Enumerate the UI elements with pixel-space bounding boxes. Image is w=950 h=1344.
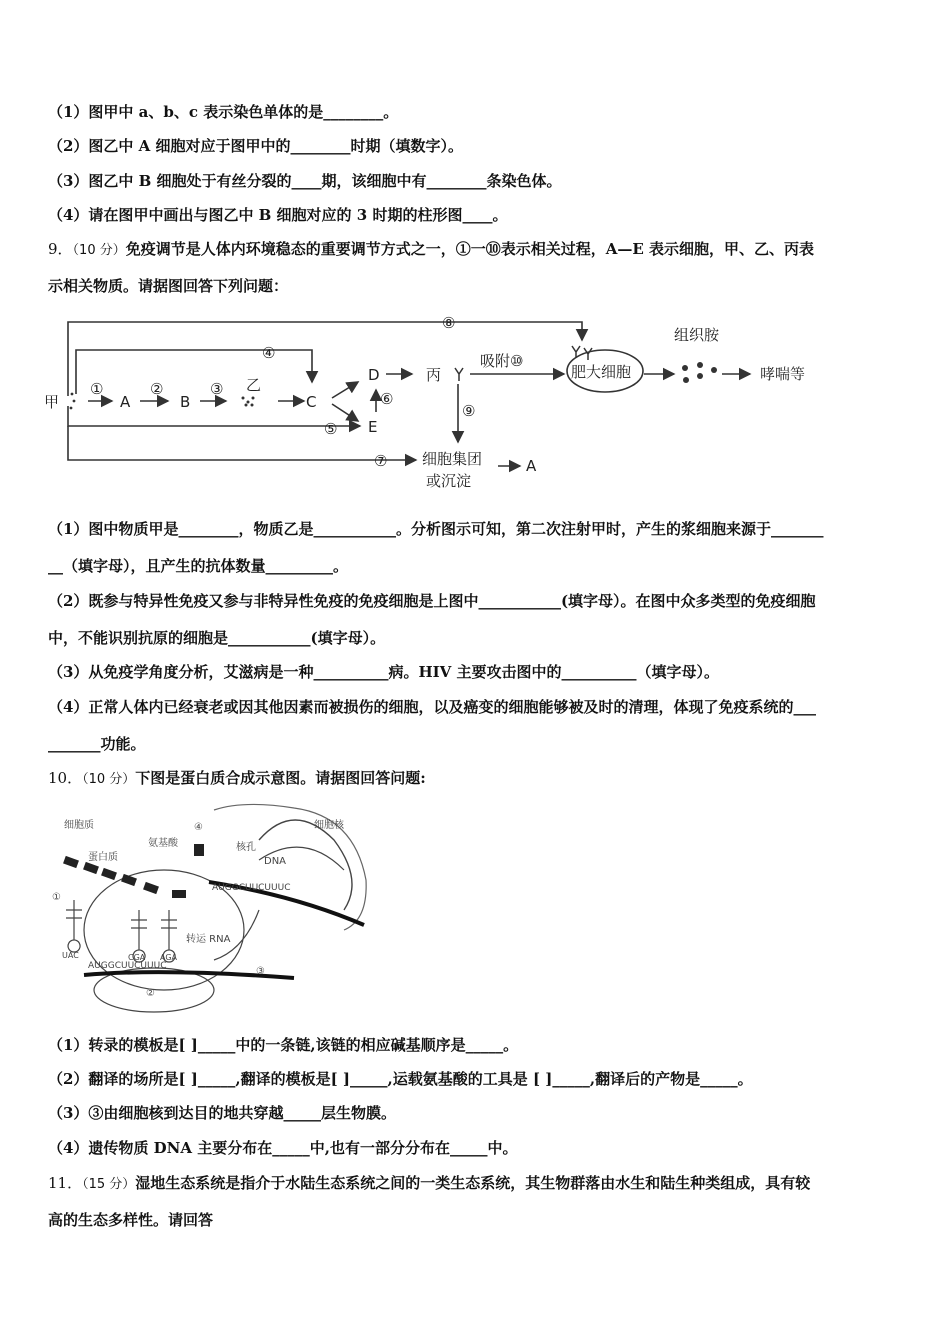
q11-stem-line-2: 高的生态多样性。请回答 [48, 1211, 214, 1229]
diagram-cell-b: B [180, 393, 191, 411]
protein-diagram-label-1: ① [52, 892, 61, 903]
q9-sub-1a: （1）图中物质甲是________，物质乙是___________。分析图示可知，第二次注射甲时，产生的浆细胞来源于_______ [48, 520, 824, 538]
diagram-label-jia: 甲 [44, 393, 60, 411]
protein-diagram-pore: 核孔 [236, 842, 256, 853]
protein-diagram-amino-acid: 氨基酸 [148, 838, 178, 849]
diagram-label-precipitate: 或沉淀 [426, 472, 472, 490]
diagram-step-8: ⑧ [442, 314, 456, 332]
protein-diagram-trna: 转运 RNA [186, 934, 231, 945]
diagram-cell-d: D [368, 366, 380, 384]
diagram-label-asthma: 哮喘等 [760, 365, 806, 383]
diagram-step-4: ④ [262, 344, 276, 362]
q10-stem [48, 768, 908, 790]
diagram-cell-e: E [368, 418, 378, 436]
diagram-label-mast-cell: 肥大细胞 [571, 363, 632, 381]
q8-line-3: （3）图乙中 B 细胞处于有丝分裂的____期，该细胞中有________条染色体。 [48, 172, 562, 190]
q10-stem-text: 下图是蛋白质合成示意图。请据图回答问题: [135, 769, 426, 787]
protein-diagram-label-3: ③ [256, 966, 265, 977]
protein-synthesis-diagram [44, 800, 374, 1020]
protein-diagram-mrna-upper: AUGGCUUCUUUC [212, 883, 291, 893]
diagram-step-1: ① [90, 380, 104, 398]
protein-diagram-aga: AGA [160, 953, 178, 962]
protein-diagram-dna: DNA [264, 856, 287, 867]
diagram-cell-a: A [120, 393, 131, 411]
diagram-step-7: ⑦ [374, 452, 388, 470]
q9-sub-1b: __（填字母），且产生的抗体数量_________。 [48, 557, 349, 575]
q9-number: 9． [48, 240, 73, 258]
diagram-step-2: ② [150, 380, 164, 398]
q10-points: （10 分） [82, 772, 136, 787]
q10-sub-4: （4）遗传物质 DNA 主要分布在_____中,也有一部分分布在_____中。 [48, 1139, 518, 1157]
q9-sub-2a: （2）既参与特异性免疫又参与非特异性免疫的免疫细胞是上图中___________(填字母）。在图中众多类型的免疫细胞 [48, 592, 816, 610]
q10-sub-3: （3）③由细胞核到达目的地共穿越_____层生物膜。 [48, 1104, 396, 1122]
diagram-step-6: ⑥ [380, 390, 394, 408]
protein-diagram-uac: UAC [62, 951, 79, 960]
q9-sub-4a: （4）正常人体内已经衰老或因其他因素而被损伤的细胞，以及癌变的细胞能够被及时的清理，体现了免疫系统的___ [48, 698, 816, 716]
protein-diagram-label-2: ② [146, 988, 155, 999]
diagram-step-3: ③ [210, 380, 224, 398]
q9-stem [48, 239, 908, 261]
diagram-label-adsorb: 吸附⑩ [480, 352, 524, 370]
q10-number: 10． [48, 769, 83, 787]
diagram-label-cell-cluster: 细胞集团 [422, 450, 483, 468]
q10-sub-1: （1）转录的模板是[ ]_____中的一条链,该链的相应碱基顺序是_____。 [48, 1036, 519, 1054]
protein-diagram-label-4: ④ [194, 822, 203, 833]
diagram-step-5: ⑤ [324, 420, 338, 438]
q11-points: （15 分） [82, 1177, 136, 1192]
immune-regulation-diagram [40, 308, 840, 498]
protein-diagram-cga: CGA [128, 953, 146, 962]
diagram-label-a-result: A [526, 457, 537, 475]
diagram-step-9: ⑨ [462, 402, 476, 420]
q10-sub-2: （2）翻译的场所是[ ]_____,翻译的模板是[ ]_____,运载氨基酸的工具是 [ ]_____,翻译后的产物是_____。 [48, 1070, 753, 1088]
q9-sub-2b: 中，不能识别抗原的细胞是___________(填字母）。 [48, 629, 386, 647]
q9-points: （10 分） [72, 243, 126, 258]
q8-line-1: （1）图甲中 a、b、c 表示染色单体的是________。 [48, 103, 399, 121]
q8-line-2: （2）图乙中 A 细胞对应于图甲中的________时期（填数字）。 [48, 137, 464, 155]
protein-diagram-protein: 蛋白质 [88, 852, 118, 863]
diagram-label-bing: 丙 [426, 366, 442, 384]
diagram-label-histamine: 组织胺 [674, 326, 720, 344]
q11-number: 11． [48, 1174, 83, 1192]
q9-stem-text: 免疫调节是人体内环境稳态的重要调节方式之一，①一⑩表示相关过程，A—E 表示细胞，甲、乙、丙表 [125, 240, 815, 258]
q8-line-4: （4）请在图甲中画出与图乙中 B 细胞对应的 3 时期的柱形图____。 [48, 206, 508, 224]
q9-sub-3: （3）从免疫学角度分析，艾滋病是一种__________病。HIV 主要攻击图中的__________（填字母）。 [48, 663, 719, 681]
diagram-cell-c: C [306, 393, 317, 411]
q11-stem-text: 湿地生态系统是指介于水陆生态系统之间的一类生态系统，其生物群落由水生和陆生种类组成，具有较 [135, 1174, 811, 1192]
protein-diagram-cytoplasm: 细胞质 [64, 820, 94, 831]
q11-stem [48, 1173, 908, 1195]
protein-diagram-nucleus: 细胞核 [314, 820, 344, 831]
q9-stem-line-2: 示相关物质。请据图回答下列问题： [48, 277, 289, 295]
q9-sub-4b: _______功能。 [48, 735, 146, 753]
diagram-label-yi: 乙 [246, 376, 262, 394]
protein-diagram-mrna-lower: AUGGCUUCUUUC [88, 961, 167, 971]
